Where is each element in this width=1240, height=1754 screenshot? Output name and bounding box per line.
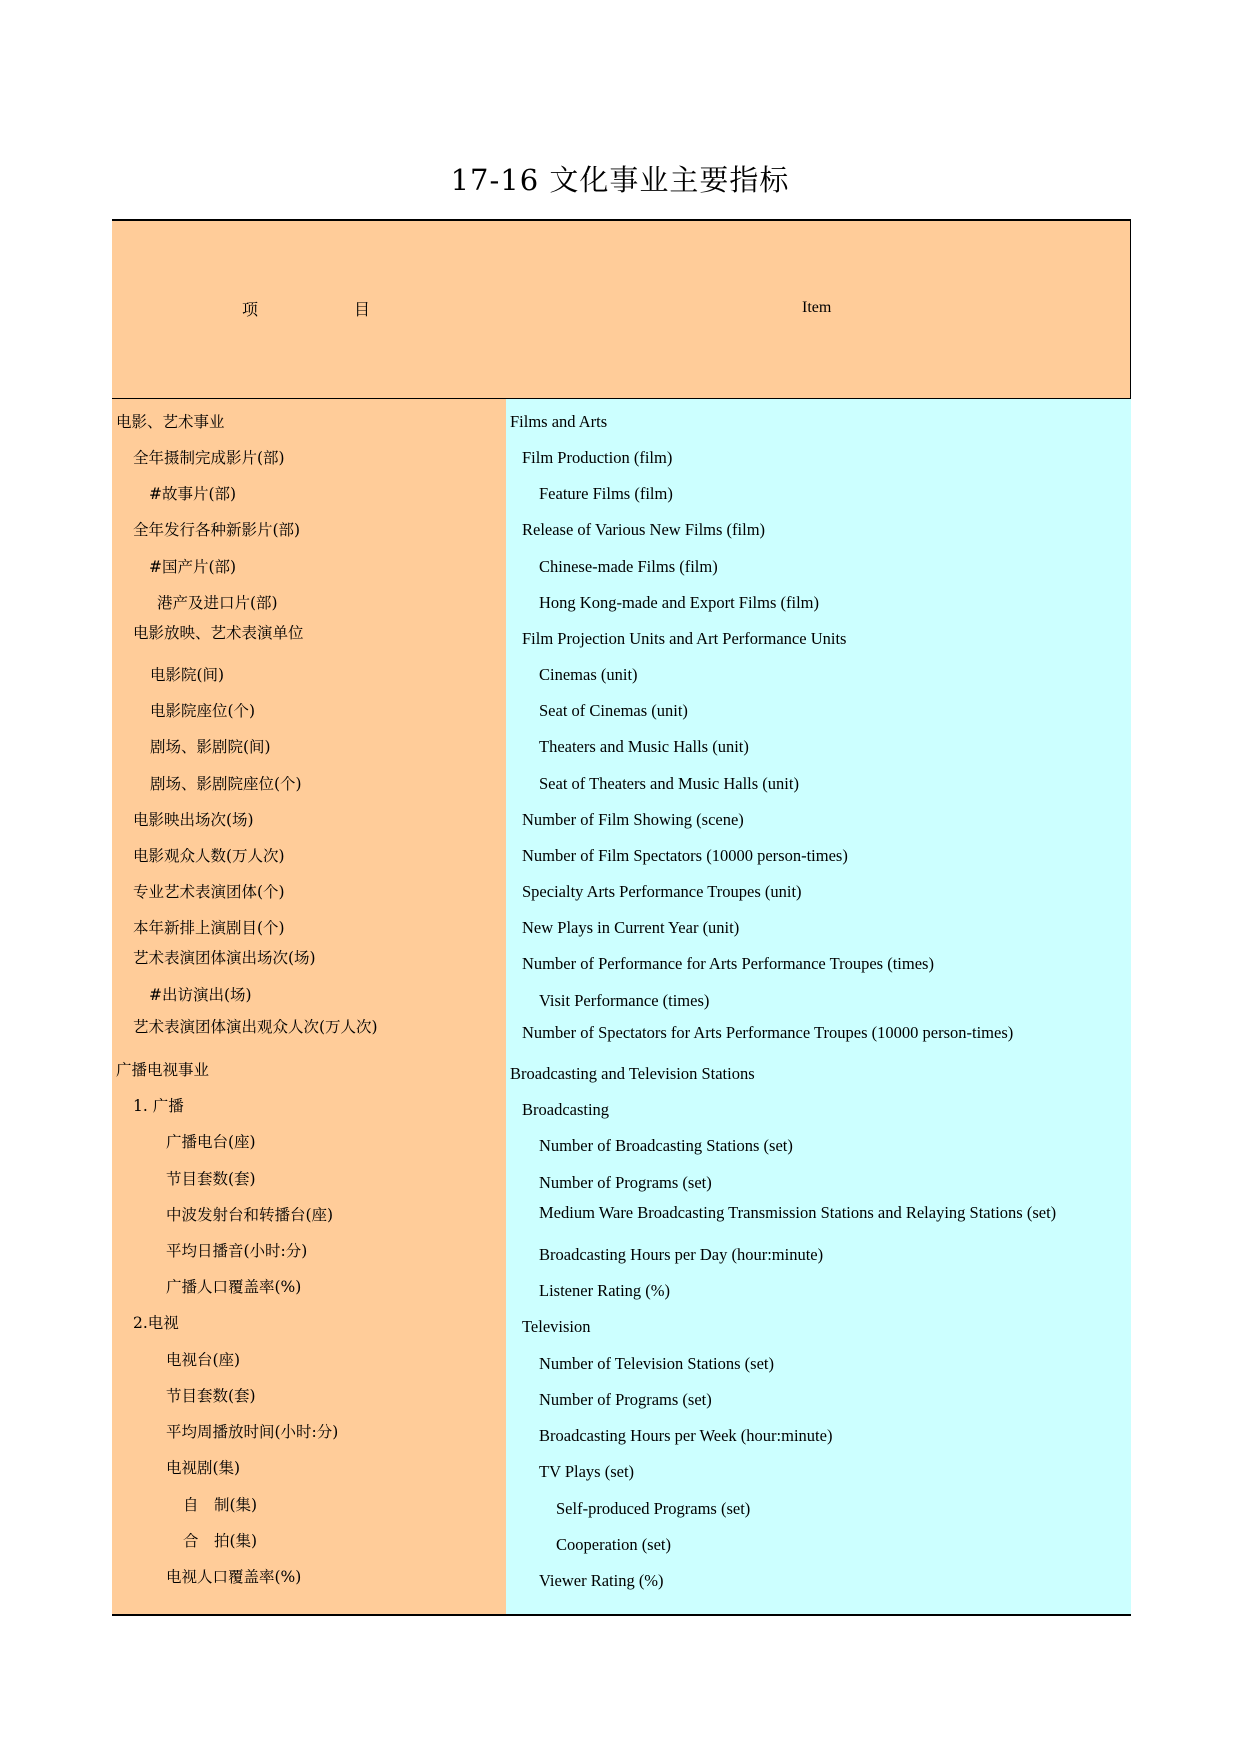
row-zh: 电影映出场次(场) [133,811,254,829]
table-bottom-rule [112,1614,1131,1616]
row-en: Television [522,1317,591,1336]
header-chinese-label [242,297,370,320]
indicator-table [112,219,1131,1616]
row-zh: 节目套数(套) [166,1387,256,1405]
table-header [112,221,1131,399]
row-en: Release of Various New Films (film) [522,520,766,539]
row-en: Number of Film Spectators (10000 person-times) [522,846,848,865]
row-zh: 电影放映、艺术表演单位 [133,624,304,642]
chinese-column [112,399,506,1614]
row-zh: 节目套数(套) [166,1170,256,1188]
row-zh: 电影院(间) [150,666,225,684]
row-zh: #出访演出(场) [149,986,252,1004]
row-zh: 广播电视事业 [116,1061,210,1079]
row-en: New Plays in Current Year (unit) [522,918,740,937]
row-en: Medium Ware Broadcasting Transmission Stations and Relaying Stations (set) [539,1203,1057,1222]
row-en: Broadcasting and Television Stations [510,1064,755,1083]
row-en: Cooperation (set) [556,1535,672,1554]
row-zh: 自 制(集) [183,1496,258,1514]
row-zh: 电视台(座) [166,1351,241,1369]
row-en: Broadcasting [522,1100,610,1119]
header-english-label: Item [802,299,832,316]
row-en: Number of Spectators for Arts Performance Troupes (10000 person-times) [522,1023,1014,1042]
row-en: Number of Film Showing (scene) [522,810,744,829]
row-zh: 中波发射台和转播台(座) [166,1206,334,1224]
row-en: Chinese-made Films (film) [539,557,718,576]
row-en: Broadcasting Hours per Week (hour:minute) [539,1426,833,1445]
row-en: Film Production (film) [522,448,673,467]
row-zh: 电影院座位(个) [150,702,256,720]
row-en: Number of Programs (set) [539,1173,712,1192]
row-zh: 广播人口覆盖率(%) [166,1278,302,1296]
row-zh: 合 拍(集) [183,1532,258,1550]
header-zh-right: 目 [354,300,371,319]
row-en: Theaters and Music Halls (unit) [539,737,749,756]
row-en: Viewer Rating (%) [539,1571,664,1590]
english-column [506,399,1131,1614]
row-en: Number of Performance for Arts Performance Troupes (times) [522,954,934,973]
row-zh: 剧场、影剧院座位(个) [150,775,302,793]
row-en: Hong Kong-made and Export Films (film) [539,593,820,612]
row-zh: 专业艺术表演团体(个) [133,883,285,901]
row-zh: 剧场、影剧院(间) [150,738,271,756]
row-en: Film Projection Units and Art Performance Units [522,629,847,648]
row-en: Broadcasting Hours per Day (hour:minute) [539,1245,824,1264]
row-en: Listener Rating (%) [539,1281,671,1300]
row-en: Number of Broadcasting Stations (set) [539,1136,793,1155]
row-zh: 电影、艺术事业 [116,413,225,431]
row-en: Cinemas (unit) [539,665,638,684]
row-zh: 艺术表演团体演出观众人次(万人次) [133,1018,378,1036]
row-zh: 平均日播音(小时:分) [166,1242,308,1260]
row-zh: 艺术表演团体演出场次(场) [133,949,316,967]
header-zh-left: 项 [242,300,259,319]
row-en: Seat of Cinemas (unit) [539,701,688,720]
row-zh: 1. 广播 [133,1097,184,1115]
row-zh: 广播电台(座) [166,1133,256,1151]
row-en: Number of Programs (set) [539,1390,712,1409]
row-zh: 电视人口覆盖率(%) [166,1568,302,1586]
row-zh: 2.电视 [133,1314,179,1332]
row-en: Number of Television Stations (set) [539,1354,775,1373]
row-zh: 电影观众人数(万人次) [133,847,285,865]
page-title: 17-16 文化事业主要指标 [450,163,790,197]
row-zh: 电视剧(集) [166,1459,241,1477]
row-zh: #国产片(部) [149,558,237,576]
row-en: Specialty Arts Performance Troupes (unit) [522,882,802,901]
row-zh: 全年发行各种新影片(部) [133,521,301,539]
row-zh: 平均周播放时间(小时:分) [166,1423,339,1441]
row-zh: 港产及进口片(部) [157,594,278,612]
row-en: TV Plays (set) [539,1462,635,1481]
row-en: Films and Arts [510,412,608,431]
row-en: Seat of Theaters and Music Halls (unit) [539,774,799,793]
row-en: Feature Films (film) [539,484,673,503]
row-en: Visit Performance (times) [539,991,710,1010]
row-en: Self-produced Programs (set) [556,1499,751,1518]
row-zh: 全年摄制完成影片(部) [133,449,285,467]
row-zh: #故事片(部) [149,485,237,503]
row-zh: 本年新排上演剧目(个) [133,919,285,937]
